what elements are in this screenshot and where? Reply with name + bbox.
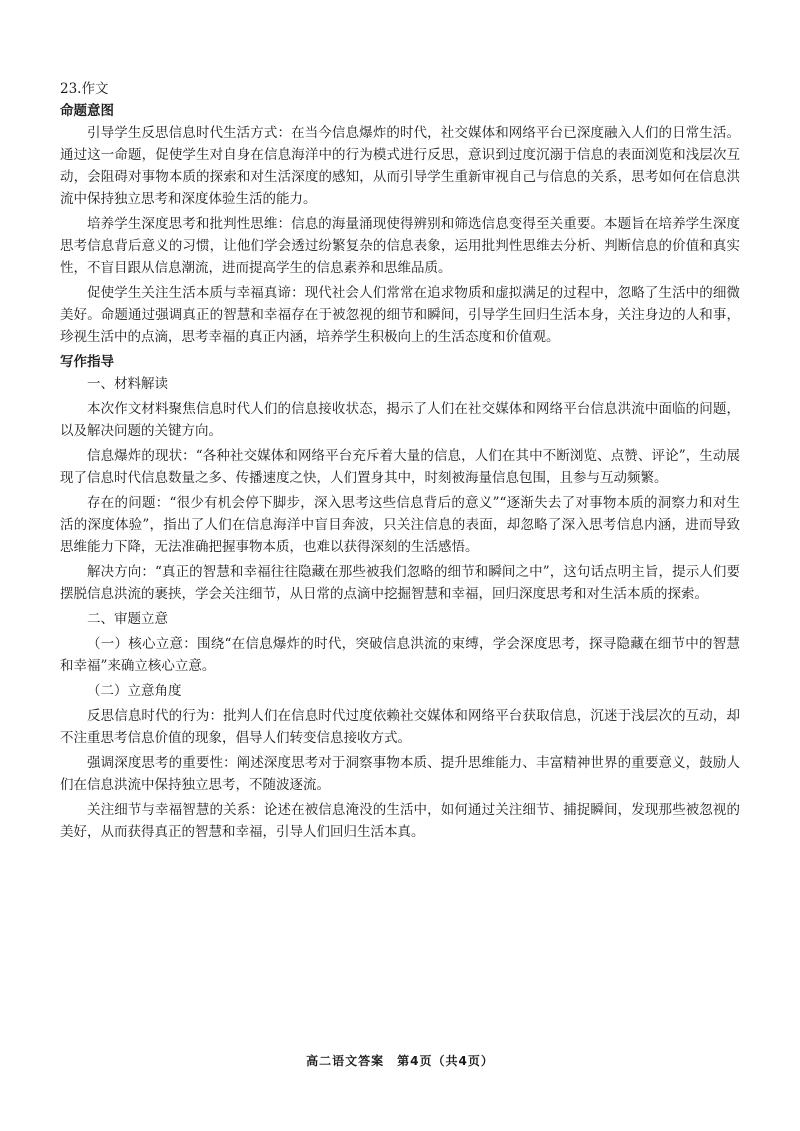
angle-title: （二）立意角度 (87, 683, 182, 699)
material-paragraph-2: 信息爆炸的现状：“各种社交媒体和网络平台充斥着大量的信息，人们在其中不断浏览、点赞、评论”，生动展现了信息时代信息数量之多、传播速度之快，人们置身其中，时刻被海量信息包围，且参与互动频繁。 (60, 448, 740, 486)
section-topic-title: 二、审题立意 (87, 611, 168, 627)
material-paragraph-4: 解决方向：“真正的智慧和幸福往往隐藏在那些被我们忽略的细节和瞬间之中”，这句话点明主旨，提示人们要摆脱信息洪流的裹挟，学会关注细节，从日常的点滴中挖掘智慧和幸福，回归深度思考和对生活本质的探索。 (60, 564, 740, 602)
intent-heading: 命题意图 (60, 103, 114, 119)
intent-paragraph-1: 引导学生反思信息时代生活方式：在当今信息爆炸的时代，社交媒体和网络平台已深度融入人们的日常生活。通过这一命题，促使学生对自身在信息海洋中的行为模式进行反思，意识到过度沉溺于信息的表面浏览和浅层次互动，会阻碍对事物本质的探索和对生活深度的感知，从而引导学生重新审视自己与信息的关系，思考如何在信息洪流中保持独立思考和深度体验生活的能力。 (60, 125, 740, 207)
angle-paragraph-1: 反思信息时代的行为：批判人们在信息时代过度依赖社交媒体和网络平台获取信息，沉迷于浅层次的互动，却不注重思考信息价值的现象，倡导人们转变信息接收方式。 (60, 708, 740, 746)
page-footer: 高二语文答案 第4页（共4页） (306, 1054, 494, 1068)
intent-paragraph-2: 培养学生深度思考和批判性思维：信息的海量涌现使得辨别和筛选信息变得至关重要。本题旨在培养学生深度思考信息背后意义的习惯，让他们学会透过纷繁复杂的信息表象，运用批判性思维去分析、判断信息的价值和真实性，不盲目跟从信息潮流，进而提高学生的信息素养和思维品质。 (60, 216, 740, 276)
core-idea-paragraph: （一）核心立意：围绕“在信息爆炸的时代，突破信息洪流的束缚，学会深度思考，探寻隐藏在细节中的智慧和幸福”来确立核心立意。 (60, 636, 740, 674)
angle-paragraph-3: 关注细节与幸福智慧的关系：论述在被信息淹没的生活中，如何通过关注细节、捕捉瞬间，发现那些被忽视的美好，从而获得真正的智慧和幸福，引导人们回归生活本真。 (60, 802, 740, 840)
answer-page (60, 78, 740, 846)
section-material-title: 一、材料解读 (87, 376, 168, 392)
question-number: 23.作文 (60, 81, 109, 97)
material-paragraph-1: 本次作文材料聚焦信息时代人们的信息接收状态，揭示了人们在社交媒体和网络平台信息洪流中面临的问题，以及解决问题的关键方向。 (60, 401, 740, 439)
material-paragraph-3: 存在的问题：“很少有机会停下脚步，深入思考这些信息背后的意义”“逐渐失去了对事物本质的洞察力和对生活的深度体验”，指出了人们在信息海洋中盲目奔波，只关注信息的表面，却忽略了深入思考信息内涵，进而导致思维能力下降，无法准确把握事物本质，也难以获得深刻的生活感悟。 (60, 495, 740, 555)
guide-heading: 写作指导 (60, 354, 114, 370)
angle-paragraph-2: 强调深度思考的重要性：阐述深度思考对于洞察事物本质、提升思维能力、丰富精神世界的重要意义，鼓励人们在信息洪流中保持独立思考，不随波逐流。 (60, 755, 740, 793)
intent-paragraph-3: 促使学生关注生活本质与幸福真谛：现代社会人们常常在追求物质和虚拟满足的过程中，忽略了生活中的细微美好。命题通过强调真正的智慧和幸福存在于被忽视的细节和瞬间，引导学生回归生活本身，关注身边的人和事，珍视生活中的点滴，思考幸福的真正内涵，培养学生积极向上的生活态度和价值观。 (60, 285, 740, 345)
